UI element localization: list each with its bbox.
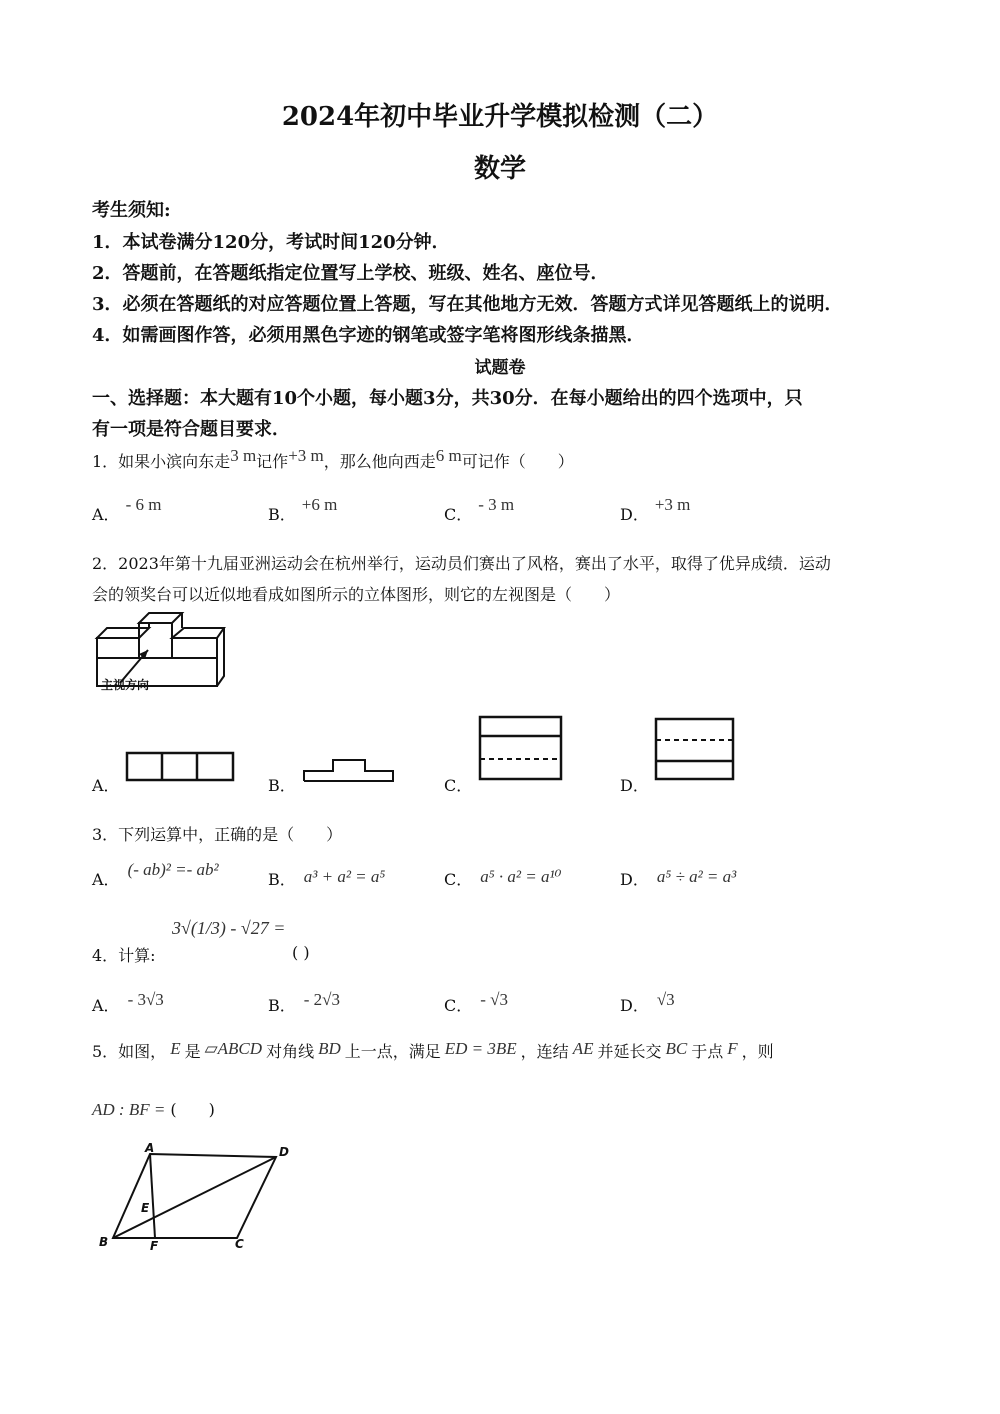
notice-item-3: 3．必须在答题纸的对应答题位置上答题，写在其他地方无效．答题方式详见答题纸上的说明． bbox=[92, 294, 843, 315]
q3-option-c[interactable]: C． a⁵ · a² = a¹⁰ bbox=[444, 867, 562, 889]
q1-option-a[interactable]: A．- 6 m bbox=[92, 495, 162, 524]
q5-blank: ( ) bbox=[170, 1100, 215, 1119]
q5-ratio-line bbox=[92, 1097, 215, 1120]
question-5-stem: 5．如图， E 是 ▱ABCD 对角线 BD 上一点，满足 ED = 3BE ，连结 AE 并延长交 BC 于点 F ，则 bbox=[92, 1039, 774, 1061]
q2-option-c-figure[interactable] bbox=[479, 716, 563, 782]
question-2-line1: 2．2023年第十九届亚洲运动会在杭州举行，运动员们赛出了风格，赛出了水平，取得了优异成绩．运动 bbox=[92, 554, 831, 573]
notice-item-4: 4．如需画图作答，必须用黑色字迹的钢笔或签字笔将图形线条描黑． bbox=[92, 325, 645, 346]
q1-math-1: 3 m bbox=[230, 446, 257, 465]
q1-text-2: 记作 bbox=[256, 452, 289, 471]
view-direction-caption: 主视方向 bbox=[101, 678, 150, 692]
exam-title: 2024年初中毕业升学模拟检测（二） bbox=[281, 102, 719, 132]
q4-blank: ( ) bbox=[292, 943, 310, 962]
q2-option-b-label[interactable]: B． bbox=[268, 776, 296, 795]
q2-option-a-label[interactable]: A． bbox=[92, 776, 120, 795]
q4-expression: 3√(1/3) - √27 = bbox=[172, 918, 286, 938]
point-f-label: F bbox=[150, 1239, 159, 1253]
vertex-b-label: B bbox=[99, 1235, 109, 1249]
q2-option-a-figure[interactable] bbox=[126, 752, 236, 784]
q1-text-3: ，那么他向西走 bbox=[323, 452, 436, 471]
q2-option-d-label[interactable]: D． bbox=[620, 776, 649, 795]
q1-text-1: 1．如果小滨向东走 bbox=[92, 452, 231, 471]
q1-option-d[interactable]: D．+3 m bbox=[620, 495, 691, 524]
question-2-line2: 会的领奖台可以近似地看成如图所示的立体图形，则它的左视图是（ ） bbox=[92, 585, 621, 604]
q1-option-c[interactable]: C．- 3 m bbox=[444, 495, 515, 524]
q2-option-b-figure[interactable] bbox=[303, 757, 398, 785]
q5-ratio: AD : BF = bbox=[92, 1100, 166, 1119]
parallelogram-figure bbox=[95, 1140, 305, 1255]
subject-title: 数学 bbox=[473, 154, 526, 184]
part1-instruction-line2: 有一项是符合题目要求． bbox=[92, 419, 290, 440]
question-1-stem bbox=[92, 446, 574, 472]
section-label: 试题卷 bbox=[474, 358, 526, 378]
q1-text-4: 可记作（ ） bbox=[461, 452, 574, 471]
q4-option-d[interactable]: D． √3 bbox=[620, 990, 675, 1015]
q1-math-3: 6 m bbox=[435, 446, 462, 465]
notice-heading: 考生须知: bbox=[92, 200, 171, 221]
q4-option-c[interactable]: C． - √3 bbox=[444, 990, 508, 1015]
q1-math-2: +3 m bbox=[288, 446, 324, 465]
q4-option-b[interactable]: B． - 2√3 bbox=[268, 990, 341, 1015]
part1-instruction-line1: 一、选择题：本大题有10个小题，每小题3分，共30分．在每小题给出的四个选项中，只 bbox=[92, 388, 803, 409]
notice-item-2: 2．答题前，在答题纸指定位置写上学校、班级、姓名、座位号． bbox=[92, 263, 609, 284]
vertex-d-label: D bbox=[279, 1145, 289, 1159]
q4-option-a[interactable]: A． - 3√3 bbox=[92, 990, 164, 1015]
q3-option-a[interactable]: A．(- ab)² =- ab² bbox=[92, 860, 219, 889]
q2-option-c-label[interactable]: C． bbox=[444, 776, 473, 795]
vertex-c-label: C bbox=[235, 1237, 244, 1251]
question-4-label: 4．计算: bbox=[92, 946, 156, 965]
q3-option-b[interactable]: B． a³ + a² = a⁵ bbox=[268, 867, 386, 889]
notice-item-1: 1．本试卷满分120分，考试时间120分钟． bbox=[92, 232, 450, 253]
q1-option-b[interactable]: B．+6 m bbox=[268, 495, 338, 524]
vertex-a-label: A bbox=[145, 1141, 155, 1155]
question-3-stem: 3．下列运算中，正确的是（ ） bbox=[92, 825, 343, 844]
point-e-label: E bbox=[141, 1201, 150, 1215]
q3-option-d[interactable]: D． a⁵ ÷ a² = a³ bbox=[620, 867, 737, 889]
q2-option-d-figure[interactable] bbox=[655, 718, 735, 782]
